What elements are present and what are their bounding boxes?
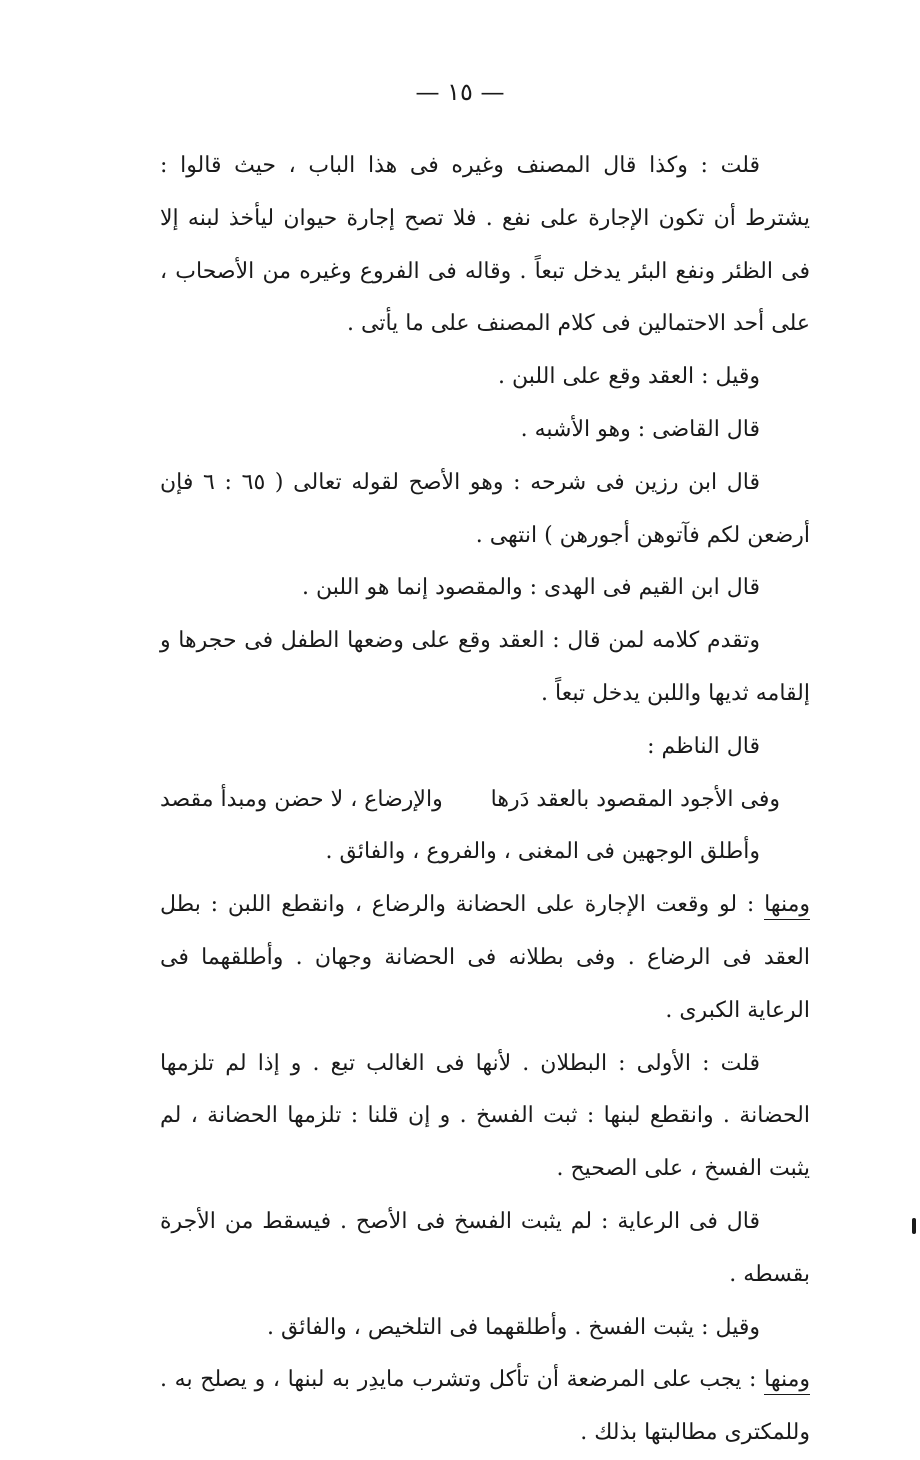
paragraph: قلت : وكذا قال المصنف وغيره فى هذا الباب ، حيث قالوا : يشترط أن تكون الإجارة على نفع . فلا تصح إجارة حيوان ليأخذ لبنه إلا فى الظئر ونفع البئر يدخل تبعاً . وقاله فى الفروع وغيره من الأصحاب ، على أحد الاحتمالين فى كلام المصنف على ما يأتى . bbox=[160, 153, 810, 337]
poem-verse bbox=[160, 774, 810, 827]
scan-edge-mark bbox=[912, 1218, 916, 1234]
paragraph: قلت : الأولى : البطلان . لأنها فى الغالب تبع . و إذا لم تلزمها الحضانة . وانقطع لبنها : ثبت الفسخ . و إن قلنا : تلزمها الحضانة ، لم يثبت الفسخ ، على الصحيح . bbox=[160, 1050, 810, 1182]
paragraph: قال ابن رزين فى شرحه : وهو الأصح لقوله تعالى ( ٦٥ : ٦ فإن أرضعن لكم فآتوهن أجورهن ) انتهى . bbox=[160, 469, 810, 548]
paragraph: وتقدم كلامه لمن قال : العقد وقع على وضعها الطفل فى حجرها و إلقامه ثديها واللبن يدخل تبعاً . bbox=[160, 628, 810, 706]
page-body bbox=[160, 140, 810, 1460]
page-number: — ١٥ — bbox=[415, 78, 505, 106]
paragraph: قال ابن القيم فى الهدى : والمقصود إنما هو اللبن . bbox=[302, 575, 760, 601]
section-paragraph bbox=[160, 1354, 810, 1460]
section-lead-word: ومنها bbox=[764, 1367, 810, 1395]
section-text: : يجب على المرضعة أن تأكل وتشرب مايدِر به لبنها ، و يصلح به . وللمكترى مطالبتها بذلك . bbox=[160, 1367, 810, 1446]
paragraph: وقيل : يثبت الفسخ . وأطلقهما فى التلخيص ، والفائق . bbox=[267, 1314, 760, 1340]
verse-second-hemistich: والإرضاع ، لا حضن ومبدأ مقصد bbox=[160, 786, 443, 812]
verse-first-hemistich: وفى الأجود المقصود بالعقد دَرها bbox=[490, 786, 780, 812]
paragraph: قال القاضى : وهو الأشبه . bbox=[520, 416, 760, 442]
paragraph: قال الناظم : bbox=[647, 733, 760, 759]
section-text: : لو وقعت الإجارة على الحضانة والرضاع ، وانقطع اللبن : بطل العقد فى الرضاع . وفى بطلانه فى الحضانة وجهان . وأطلقهما فى الرعاية الكبرى . bbox=[160, 892, 810, 1023]
paragraph: قال فى الرعاية : لم يثبت الفسخ فى الأصح . فيسقط من الأجرة بقسطه . bbox=[160, 1208, 810, 1287]
section-paragraph bbox=[160, 879, 810, 1037]
paragraph: وقيل : العقد وقع على اللبن . bbox=[498, 364, 760, 390]
section-lead-word: ومنها bbox=[764, 892, 810, 920]
paragraph: وأطلق الوجهين فى المغنى ، والفروع ، والفائق . bbox=[325, 839, 760, 865]
